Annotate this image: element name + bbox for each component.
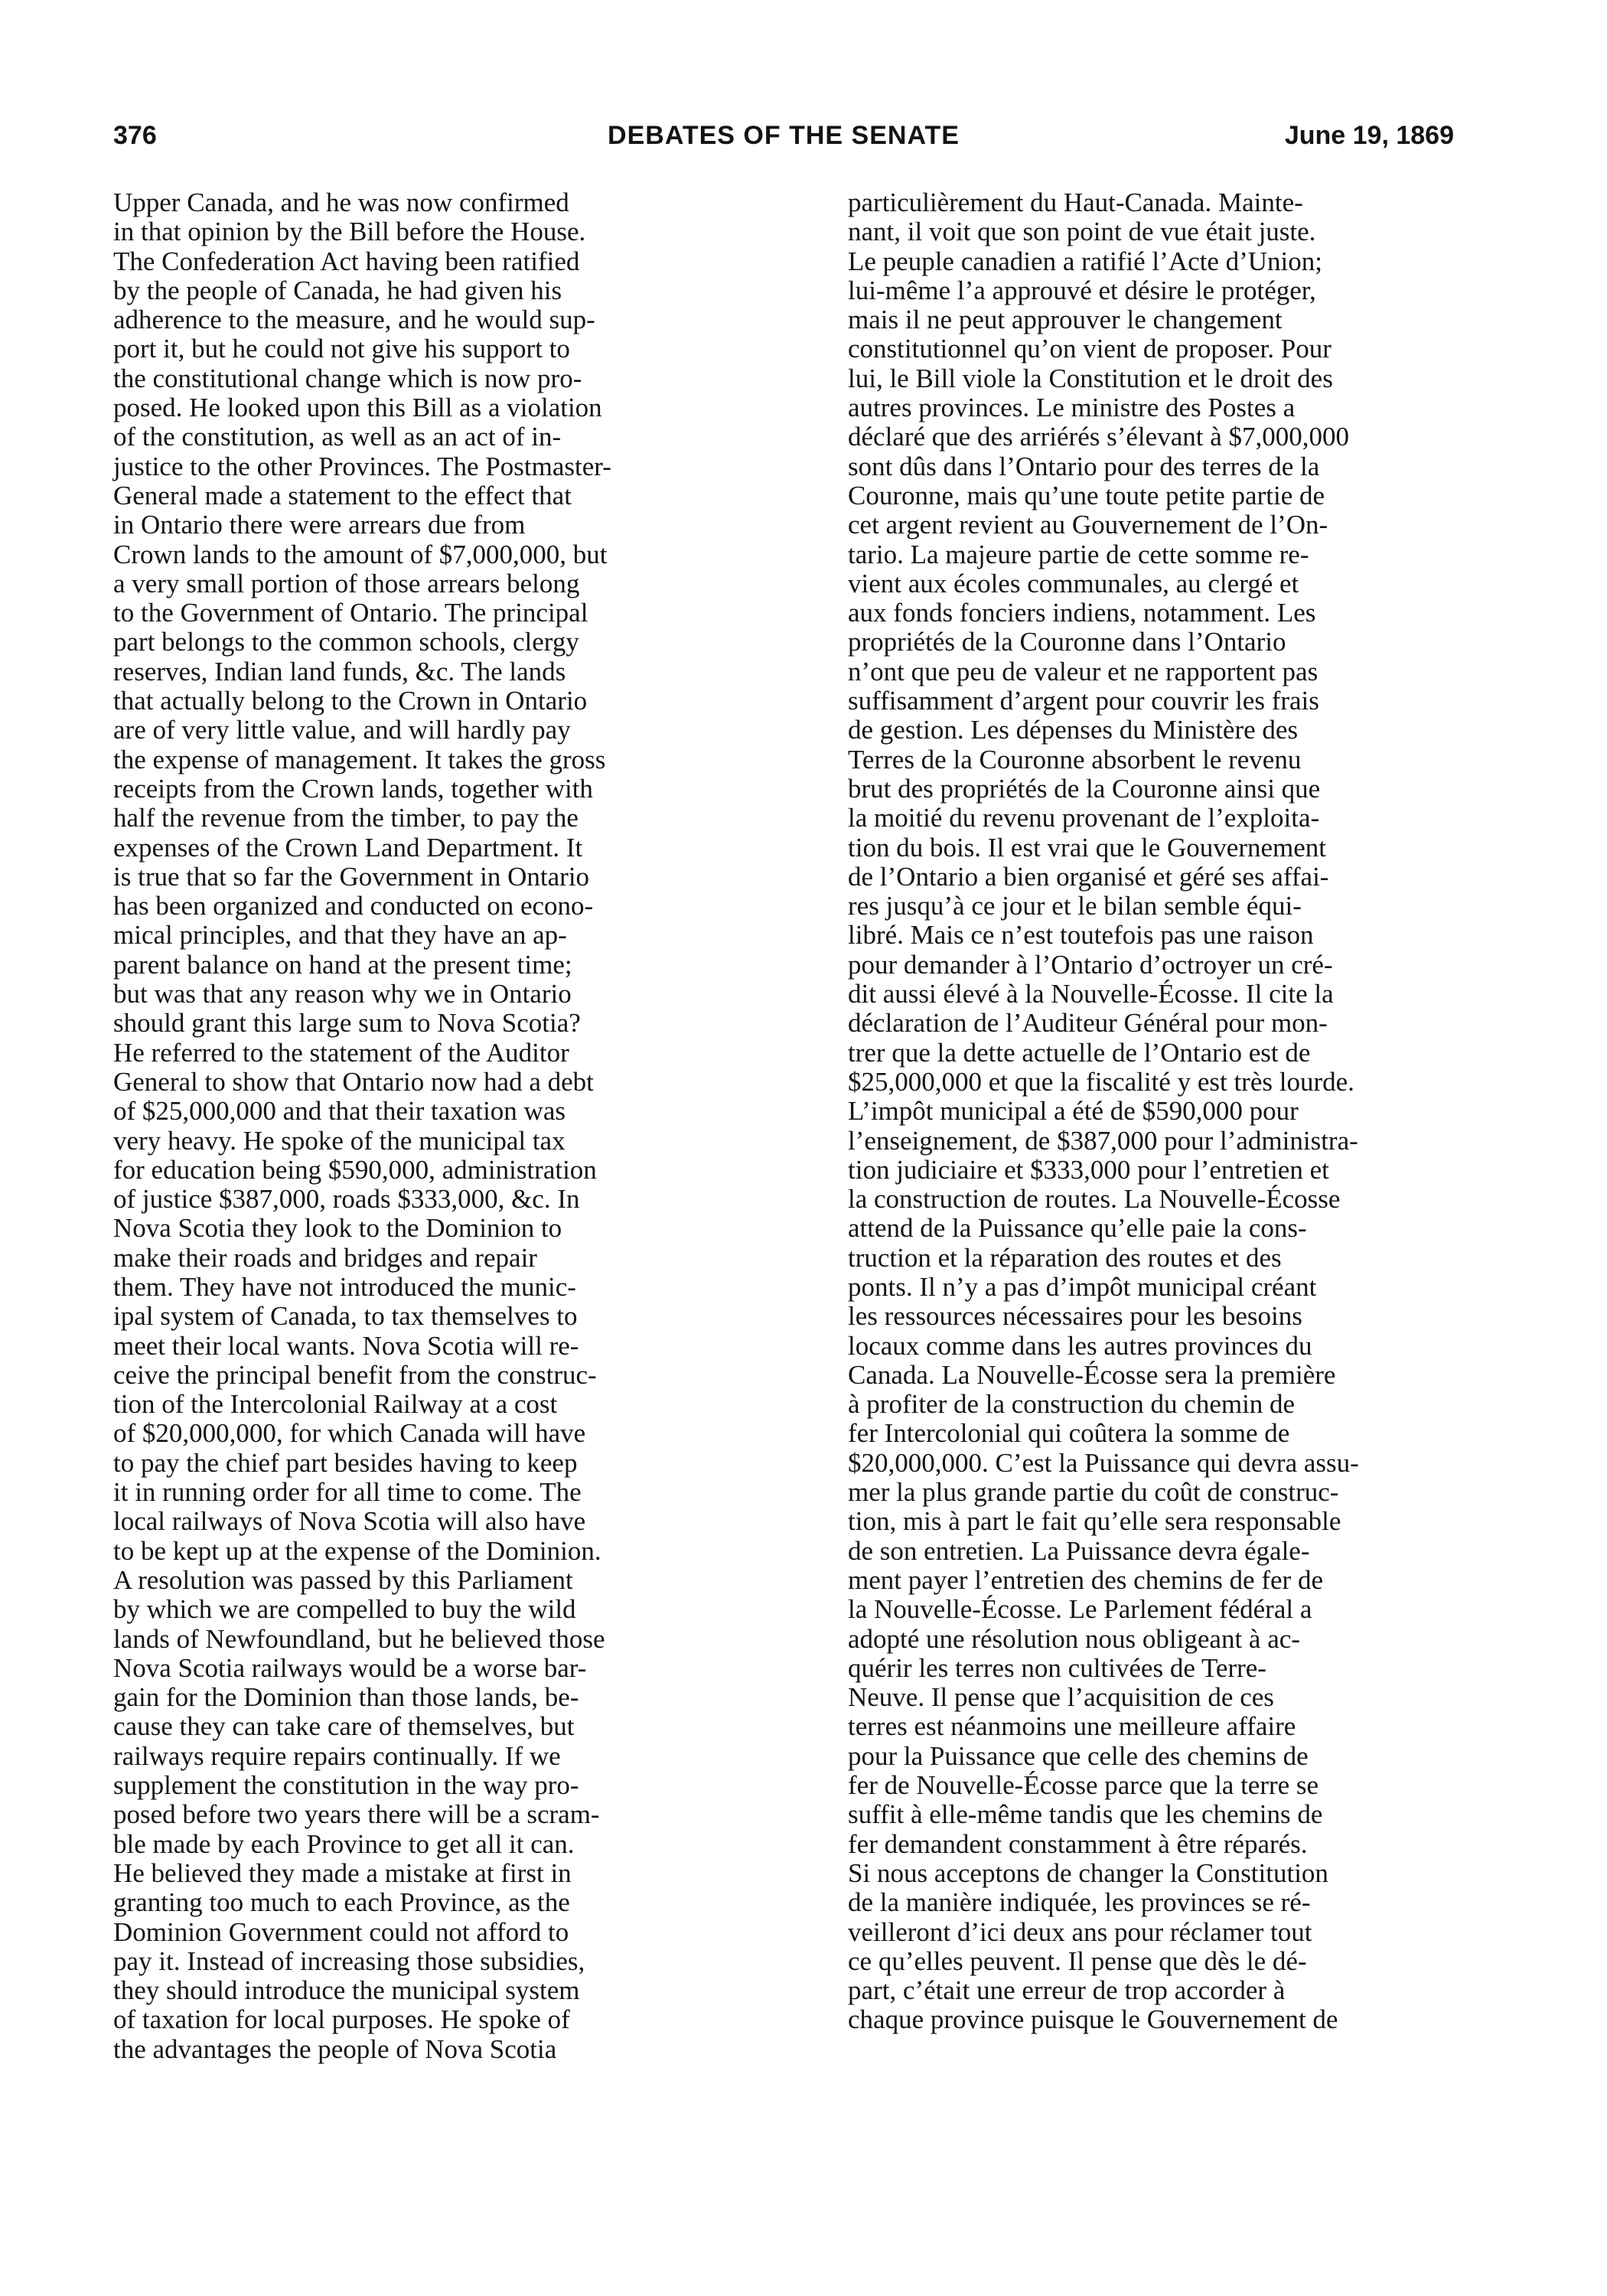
text-line: suffit à elle-même tandis que les chemins de [848,1799,1323,1830]
text-line: receipts from the Crown lands, together with [113,773,593,804]
text-line: mer la plus grande partie du coût de construc- [848,1477,1339,1508]
text-line: of the constitution, as well as an act of in- [113,422,562,452]
text-line: quérir les terres non cultivées de Terre- [848,1652,1266,1683]
text-line: posed before two years there will be a scram- [113,1799,600,1830]
text-line: pour la Puissance que celle des chemins de [848,1740,1309,1771]
text-line: General to show that Ontario now had a debt [113,1066,594,1097]
text-line: Couronne, mais qu’une toute petite partie de [848,480,1325,510]
text-line: cause they can take care of themselves, but [113,1711,575,1742]
text-line: ce qu’elles peuvent. Il pense que dès le dé- [848,1945,1307,1976]
text-line: pour demander à l’Ontario d’octroyer un cré- [848,949,1333,980]
text-line: granting too much to each Province, as the [113,1887,570,1918]
text-line: the expense of management. It takes the gross [113,744,606,775]
text-line: tion of the Intercolonial Railway at a cost [113,1389,558,1420]
text-line: a very small portion of those arrears belong [113,568,580,598]
text-line: ipal system of Canada, to tax themselves to [113,1301,578,1332]
text-line: supplement the constitution in the way pro- [113,1770,579,1801]
text-line: they should introduce the municipal system [113,1975,580,2006]
text-line: very heavy. He spoke of the municipal tax [113,1125,566,1156]
text-line: Le peuple canadien a ratifié l’Acte d’Union; [848,246,1322,276]
text-line: aux fonds fonciers indiens, notamment. Les [848,598,1316,628]
text-line: ment payer l’entretien des chemins de fer de [848,1564,1323,1595]
page-number: 376 [113,121,157,150]
text-line: to pay the chief part besides having to keep [113,1447,578,1478]
text-line: vient aux écoles communales, au clergé et [848,568,1299,598]
text-line: posed. He looked upon this Bill as a violation [113,393,602,423]
text-line: attend de la Puissance qu’elle paie la cons- [848,1213,1307,1244]
text-line: Upper Canada, and he was now confirmed [113,188,569,217]
text-line: part, c’était une erreur de trop accorder à [848,1975,1286,2006]
text-line: has been organized and conducted on econo- [113,891,594,921]
text-line: nant, il voit que son point de vue était juste. [848,217,1316,247]
text-line: L’impôt municipal a été de $590,000 pour [848,1096,1299,1127]
text-line: tion, mis à part le fait qu’elle sera responsable [848,1506,1341,1537]
text-line: sont dûs dans l’Ontario pour des terres de la [848,451,1320,481]
text-line: expenses of the Crown Land Department. It [113,832,583,863]
text-line: ceive the principal benefit from the construc- [113,1359,597,1390]
text-line: them. They have not introduced the munic- [113,1271,576,1302]
text-line: les ressources nécessaires pour les besoins [848,1301,1302,1332]
text-line: port it, but he could not give his support to [113,334,570,364]
text-line: Nova Scotia they look to the Dominion to [113,1213,562,1244]
text-line: tion du bois. Il est vrai que le Gouvernement [848,832,1326,863]
text-line: truction et la réparation des routes et des [848,1242,1282,1273]
text-line: gain for the Dominion than those lands, be- [113,1682,579,1713]
text-line: to the Government of Ontario. The principal [113,598,588,628]
text-line: is true that so far the Government in Ontario [113,861,590,892]
text-line: of taxation for local purposes. He spoke of [113,2004,570,2035]
text-line: constitutionnel qu’on vient de proposer. Pour [848,334,1332,364]
text-line: adopté une résolution nous obligeant à ac- [848,1623,1300,1654]
text-line: à profiter de la construction du chemin de [848,1389,1296,1420]
text-line: $25,000,000 et que la fiscalité y est très lourde. [848,1066,1354,1097]
text-line: déclaration de l’Auditeur Général pour mon- [848,1008,1328,1039]
text-line: of justice $387,000, roads $333,000, &c. In [113,1184,580,1215]
text-line: tario. La majeure partie de cette somme re- [848,539,1309,569]
text-line: reserves, Indian land funds, &c. The lands [113,656,566,687]
english-column [113,188,750,2064]
text-line: fer de Nouvelle-Écosse parce que la terre se [848,1770,1319,1801]
text-line: locaux comme dans les autres provinces du [848,1330,1312,1361]
text-line: of $20,000,000, for which Canada will have [113,1418,586,1449]
text-line: for education being $590,000, administration [113,1154,597,1185]
running-title: DEBATES OF THE SENATE [608,121,960,150]
text-line: de la manière indiquée, les provinces se ré- [848,1887,1311,1918]
text-line: are of very little value, and will hardly pay [113,715,571,745]
text-line: local railways of Nova Scotia will also have [113,1506,586,1537]
text-line: Nova Scotia railways would be a worse bar- [113,1652,587,1683]
text-line: mical principles, and that they have an ap- [113,920,567,951]
text-line: Si nous acceptons de changer la Constitution [848,1857,1328,1888]
text-line: de l’Ontario a bien organisé et géré ses affai- [848,861,1329,892]
text-line: that actually belong to the Crown in Ontario [113,686,588,716]
text-line: Terres de la Couronne absorbent le revenu [848,744,1302,775]
text-line: fer demandent constamment à être réparés. [848,1828,1308,1859]
text-line: The Confederation Act having been ratified [113,246,580,276]
text-line: railways require repairs continually. If we [113,1740,561,1771]
text-line: justice to the other Provinces. The Postmaster- [113,451,611,481]
text-line: déclaré que des arriérés s’élevant à $7,000,000 [848,422,1349,452]
text-line: Neuve. Il pense que l’acquisition de ces [848,1682,1274,1713]
text-line: it in running order for all time to come. The [113,1477,582,1508]
text-line: veilleront d’ici deux ans pour réclamer tout [848,1916,1312,1947]
text-line: Crown lands to the amount of $7,000,000, but [113,539,608,569]
text-line: terres est néanmoins une meilleure affaire [848,1711,1296,1742]
text-line: adherence to the measure, and he would sup- [113,305,595,335]
text-line: de son entretien. La Puissance devra égale- [848,1535,1310,1566]
text-line: suffisamment d’argent pour couvrir les frais [848,686,1319,716]
text-line: l’enseignement, de $387,000 pour l’administra- [848,1125,1358,1156]
text-line: should grant this large sum to Nova Scotia? [113,1008,581,1039]
text-line: by which we are compelled to buy the wild [113,1594,576,1625]
text-line: lui-même l’a approuvé et désire le protéger, [848,275,1316,305]
text-line: the constitutional change which is now pro- [113,363,582,393]
text-line: trer que la dette actuelle de l’Ontario est de [848,1037,1311,1068]
text-line: de gestion. Les dépenses du Ministère des [848,715,1299,745]
text-line: cet argent revient au Gouvernement de l’On- [848,510,1328,540]
text-line: brut des propriétés de la Couronne ainsi que [848,773,1321,804]
text-line: propriétés de la Couronne dans l’Ontario [848,627,1286,657]
text-line: in that opinion by the Bill before the House. [113,217,586,247]
text-line: n’ont que peu de valeur et ne rapportent pas [848,656,1319,687]
text-line: la moitié du revenu provenant de l’exploita- [848,803,1320,833]
text-line: Dominion Government could not afford to [113,1916,569,1947]
text-line: He referred to the statement of the Auditor [113,1037,569,1068]
text-line: mais il ne peut approuver le changement [848,305,1283,335]
text-line: particulièrement du Haut-Canada. Mainte- [848,188,1303,217]
text-line: ponts. Il n’y a pas d’impôt municipal créant [848,1271,1317,1302]
text-line: la Nouvelle-Écosse. Le Parlement fédéral a [848,1594,1312,1625]
text-line: the advantages the people of Nova Scotia [113,2033,557,2064]
text-line: la construction de routes. La Nouvelle-Écosse [848,1184,1341,1215]
text-line: meet their local wants. Nova Scotia will re- [113,1330,579,1361]
text-line: lui, le Bill viole la Constitution et le droit des [848,363,1333,393]
text-line: tion judiciaire et $333,000 pour l’entretien et [848,1154,1329,1185]
text-line: lands of Newfoundland, but he believed those [113,1623,605,1654]
text-line: ble made by each Province to get all it can. [113,1828,575,1859]
text-line: make their roads and bridges and repair [113,1242,537,1273]
text-line: A resolution was passed by this Parliament [113,1564,573,1595]
text-line: fer Intercolonial qui coûtera la somme de [848,1418,1290,1449]
text-line: to be kept up at the expense of the Dominion. [113,1535,601,1566]
page-header [113,115,1454,161]
text-line: parent balance on hand at the present time; [113,949,572,980]
text-line: of $25,000,000 and that their taxation was [113,1096,566,1127]
text-line: res jusqu’à ce jour et le bilan semble équi- [848,891,1302,921]
text-line: Canada. La Nouvelle-Écosse sera la première [848,1359,1336,1390]
text-line: chaque province puisque le Gouvernement de [848,2004,1338,2035]
text-line: $20,000,000. C’est la Puissance qui devra assu- [848,1447,1359,1478]
text-line: part belongs to the common schools, clergy [113,627,579,657]
text-line: in Ontario there were arrears due from [113,510,526,540]
text-line: pay it. Instead of increasing those subsidies, [113,1945,585,1976]
text-line: half the revenue from the timber, to pay the [113,803,579,833]
text-line: autres provinces. Le ministre des Postes a [848,393,1296,423]
text-line: but was that any reason why we in Ontario [113,979,572,1009]
text-line: General made a statement to the effect that [113,480,572,510]
text-line: dit aussi élevé à la Nouvelle-Écosse. Il cite la [848,979,1334,1009]
text-line: by the people of Canada, he had given his [113,275,562,305]
french-column [848,188,1485,2040]
page-date: June 19, 1869 [1284,121,1454,150]
text-line: libré. Mais ce n’est toutefois pas une raison [848,920,1314,951]
text-line: He believed they made a mistake at first in [113,1857,572,1888]
